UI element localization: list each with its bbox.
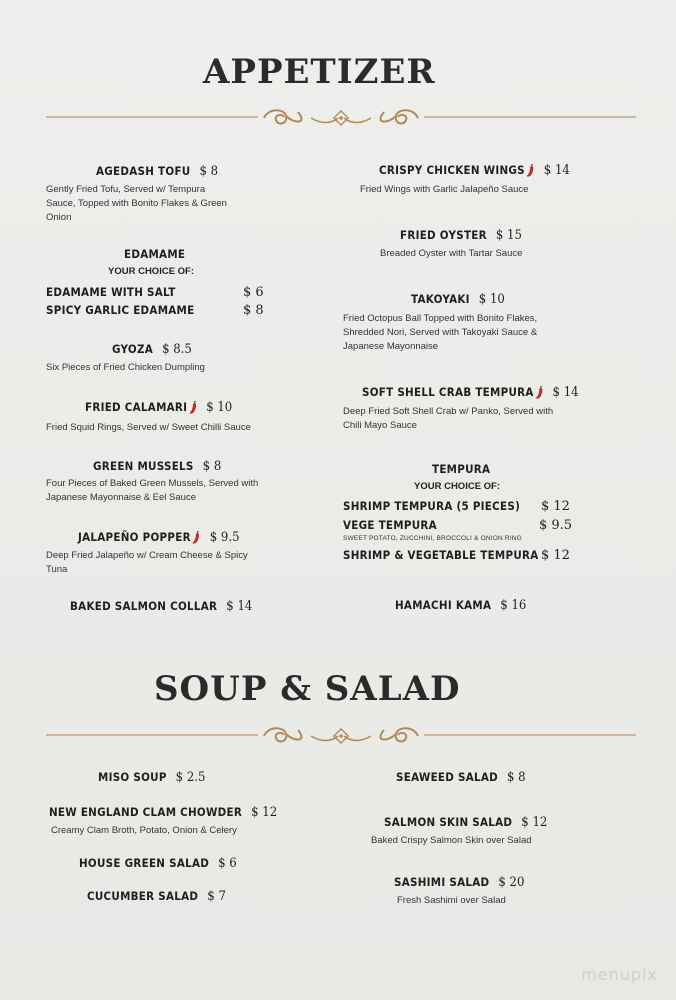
item-crispy-chicken-wings: CRISPY CHICKEN WINGS $ 14: [379, 163, 570, 178]
item-desc: Gently Fried Tofu, Served w/ Tempura Sauce, Topped with Bonito Flakes & Green Onion: [46, 184, 227, 223]
item-agedash-tofu: AGEDASH TOFU $ 8: [96, 164, 219, 179]
section-title-soup-salad: SOUP & SALAD: [154, 669, 461, 709]
item-desc: Fried Squid Rings, Served w/ Sweet Chilli Sauce: [46, 422, 251, 433]
option-note: SWEET POTATO, ZUCCHINI, BROCCOLI & ONION RING: [343, 535, 522, 542]
item-baked-salmon-collar: BAKED SALMON COLLAR $ 14: [70, 599, 253, 614]
option-price: $ 9.5: [539, 518, 573, 533]
item-soft-shell-crab-tempura: SOFT SHELL CRAB TEMPURA $ 14: [362, 385, 579, 400]
item-house-green-salad: HOUSE GREEN SALAD $ 6: [79, 856, 237, 871]
item-gyoza: GYOZA $ 8.5: [112, 342, 192, 357]
item-green-mussels: GREEN MUSSELS $ 8: [93, 459, 222, 474]
item-desc: Six Pieces of Fried Chicken Dumpling: [46, 362, 205, 373]
item-takoyaki: TAKOYAKI $ 10: [411, 292, 505, 307]
item-desc: Fresh Sashimi over Salad: [397, 895, 506, 906]
item-desc: Deep Fried Soft Shell Crab w/ Panko, Served with Chili Mayo Sauce: [343, 406, 554, 431]
item-desc: Breaded Oyster with Tartar Sauce: [380, 248, 523, 259]
item-miso-soup: MISO SOUP $ 2.5: [98, 770, 206, 785]
chili-pepper-icon: [188, 401, 197, 415]
option-shrimp-vegetable-tempura: SHRIMP & VEGETABLE TEMPURA: [343, 548, 539, 562]
section-title-appetizer: APPETIZER: [203, 52, 436, 92]
option-edamame-salt: EDAMAME WITH SALT: [46, 285, 176, 299]
item-tempura: TEMPURA: [432, 462, 491, 476]
item-jalapeno-popper: JALAPEÑO POPPER $ 9.5: [78, 530, 240, 545]
watermark-logo: menupix: [581, 965, 658, 984]
option-price: $ 12: [541, 499, 570, 514]
option-price: $ 12: [541, 548, 570, 563]
item-seaweed-salad: SEAWEED SALAD $ 8: [396, 770, 526, 785]
item-hamachi-kama: HAMACHI KAMA $ 16: [395, 598, 527, 613]
chili-pepper-icon: [192, 531, 201, 545]
item-desc: Fried Octopus Ball Topped with Bonito Flakes, Shredded Nori, Served with Takoyaki Sauce & Japanese Mayonnaise: [343, 313, 538, 352]
chili-pepper-icon: [526, 164, 535, 178]
option-vege-tempura: VEGE TEMPURA: [343, 518, 437, 532]
scroll-ornament-icon: [46, 722, 636, 754]
item-desc: Creamy Clam Broth, Potato, Onion & Celery: [51, 825, 237, 836]
option-spicy-edamame: SPICY GARLIC EDAMAME: [46, 303, 195, 317]
item-cucumber-salad: CUCUMBER SALAD $ 7: [87, 889, 226, 904]
item-edamame: EDAMAME: [124, 247, 186, 261]
item-salmon-skin-salad: SALMON SKIN SALAD $ 12: [384, 815, 548, 830]
choice-label: YOUR CHOICE OF:: [108, 266, 195, 277]
item-fried-oyster: FRIED OYSTER $ 15: [400, 228, 522, 243]
option-price: $ 8: [243, 303, 264, 318]
item-desc: Four Pieces of Baked Green Mussels, Served with Japanese Mayonnaise & Eel Sauce: [46, 478, 259, 503]
option-shrimp-tempura: SHRIMP TEMPURA (5 PIECES): [343, 499, 521, 513]
item-desc: Baked Crispy Salmon Skin over Salad: [371, 835, 532, 846]
item-sashimi-salad: SASHIMI SALAD $ 20: [394, 875, 525, 890]
item-clam-chowder: NEW ENGLAND CLAM CHOWDER $ 12: [49, 805, 278, 820]
item-desc: Fried Wings with Garlic Jalapeño Sauce: [360, 184, 529, 195]
choice-label: YOUR CHOICE OF:: [414, 481, 501, 492]
item-desc: Deep Fried Jalapeño w/ Cream Cheese & Spicy Tuna: [46, 550, 248, 575]
option-price: $ 6: [243, 285, 264, 300]
scroll-ornament-icon: [46, 104, 636, 136]
chili-pepper-icon: [535, 386, 544, 400]
item-fried-calamari: FRIED CALAMARI $ 10: [85, 400, 233, 415]
